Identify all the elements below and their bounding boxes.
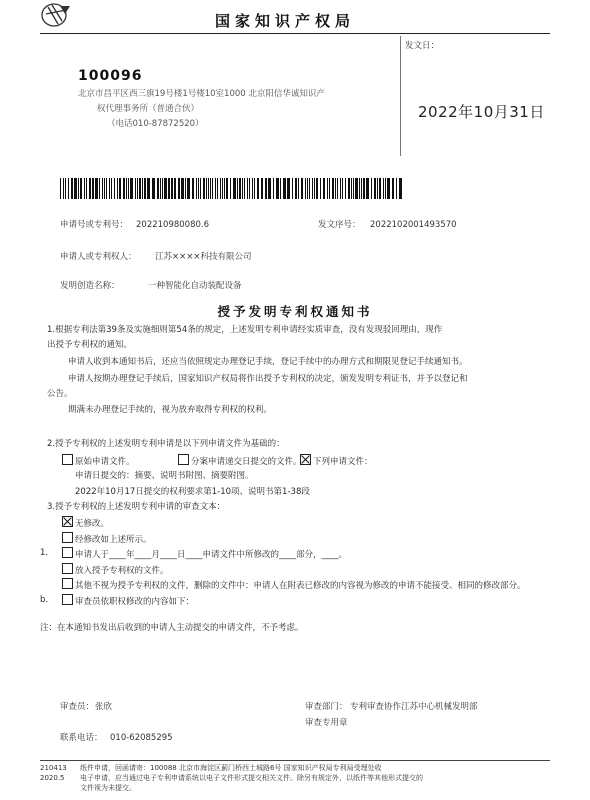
paragraph-1: 1.根据专利法第39条及实施细则第54条的规定，上述发明专利申请经实质审查，没有发现驳回理由，现作 xyxy=(47,325,443,335)
address-line-3: （电话010-87872520） xyxy=(107,119,204,129)
invention-label: 发明创造名称： xyxy=(60,281,120,291)
serial-number-label: 发文序号： xyxy=(318,220,361,230)
item-b-number: b. xyxy=(40,595,49,605)
checkbox-divisional[interactable] xyxy=(178,454,189,465)
paragraph-2: 申请人收到本通知书后，还应当依照规定办理登记手续，登记手续中的办理方式和期限见登记手续通知书。 xyxy=(68,357,468,367)
doc-line-1: 申请日提交的：摘要、说明书附图、摘要附图。 xyxy=(75,471,254,481)
phone-label: 联系电话： xyxy=(60,733,103,743)
paragraph-3-cont: 公告。 xyxy=(47,389,73,399)
seal-label: 审查专用章 xyxy=(305,718,348,728)
section-3-heading: 3.授予专利权的上述发明专利申请的审查文本： xyxy=(47,502,226,512)
dept-name: 专利审查协作江苏中心机械发明部 xyxy=(350,702,478,712)
option-other-files-label: 其他不视为授予专利权的文件，删除的文件中：申请人在附表已修改的内容视为修改的申请不能接受、相同的修改部分。 xyxy=(75,581,526,591)
option-no-change[interactable] xyxy=(62,516,109,530)
item-1-number: 1. xyxy=(40,548,49,558)
header-divider xyxy=(40,33,550,34)
applicant-name: 江苏××××科技有限公司 xyxy=(155,252,252,262)
checkbox-grant-files[interactable] xyxy=(62,563,73,574)
date-divider xyxy=(400,36,401,156)
phone-number: 010-62085295 xyxy=(110,733,173,743)
footer-line-2: 电子申请，应当通过电子专利申请系统以电子文件形式提交相关文件。除另有规定外，以纸件等其他形式提交的 xyxy=(80,774,423,782)
form-code-1: 210413 xyxy=(40,764,67,772)
option-divisional-files[interactable] xyxy=(178,454,302,468)
postal-code: 100096 xyxy=(78,68,143,84)
serial-number: 2022102001493570 xyxy=(370,220,457,230)
option-original-label: 原始申请文件。 xyxy=(75,457,135,467)
section-2-heading: 2.授予专利权的上述发明专利申请是以下列申请文件为基础的： xyxy=(47,439,285,449)
checkbox-original[interactable] xyxy=(62,454,73,465)
option-following-files[interactable] xyxy=(300,454,373,468)
footer-divider xyxy=(40,760,550,761)
item-b-text xyxy=(62,594,194,608)
paragraph-3: 申请人按期办理登记手续后，国家知识产权局将作出授予专利权的决定，颁发发明专利证书，并予以登记和 xyxy=(68,374,468,384)
address-line-1: 北京市昌平区西三旗19号楼1号楼10室1000 北京阳信华诚知识产 xyxy=(78,89,325,99)
office-title: 国家知识产权局 xyxy=(215,12,356,30)
footer-line-3: 文件视为未提交。 xyxy=(80,784,136,792)
checkbox-item-b[interactable] xyxy=(62,594,73,605)
option-no-change-label: 无修改。 xyxy=(75,519,110,529)
address-line-2: 权代理事务所（普通合伙） xyxy=(97,104,200,114)
issue-date: 2022年10月31日 xyxy=(418,103,545,121)
item-1-text xyxy=(62,547,347,561)
option-following-label: 下列申请文件： xyxy=(313,457,373,467)
issue-date-label: 发文日： xyxy=(405,41,440,51)
checkbox-modified[interactable] xyxy=(62,532,73,543)
application-number-label: 申请号或专利号： xyxy=(60,220,129,230)
option-modified-label: 经修改如上述所示。 xyxy=(75,535,152,545)
paragraph-1-cont: 出授予专利权的通知。 xyxy=(47,340,133,350)
doc-line-2: 2022年10月17日提交的权利要求第1-10项、说明书第1-38段 xyxy=(75,487,310,497)
item-1-fill-text: 申请人于____年____月____日____申请文件中所修改的____部分，____。 xyxy=(75,550,348,560)
option-modified[interactable] xyxy=(62,532,152,546)
barcode xyxy=(60,178,405,199)
examiner-name: 张欣 xyxy=(95,702,113,712)
item-b-label: 审查员依职权修改的内容如下： xyxy=(75,597,195,607)
option-original-files[interactable] xyxy=(62,454,135,468)
checkbox-other-files[interactable] xyxy=(62,578,73,589)
form-code-2: 2020.5 xyxy=(40,774,65,782)
paragraph-4: 期满未办理登记手续的，视为放弃取得专利权的权利。 xyxy=(68,405,273,415)
cnipa-logo xyxy=(38,2,74,28)
option-grant-files-label: 放入授予专利权的文件。 xyxy=(75,566,169,576)
option-divisional-label: 分案申请递交日提交的文件。 xyxy=(191,457,302,467)
checkbox-following[interactable] xyxy=(300,454,311,465)
checkbox-item-1[interactable] xyxy=(62,547,73,558)
notice-title: 授予发明专利权通知书 xyxy=(217,304,373,319)
examiner-label: 审查员： xyxy=(60,702,95,712)
note-text: 注：在本通知书发出后收到的申请人主动提交的申请文件，不予考虑。 xyxy=(40,623,304,633)
applicant-label: 申请人或专利权人： xyxy=(60,252,137,262)
dept-label: 审查部门： xyxy=(305,702,348,712)
application-number: 202210980080.6 xyxy=(136,220,210,230)
footer-line-1: 纸件申请，回函请寄：100088 北京市海淀区蓟门桥西土城路6号 国家知识产权局专利局受理处收 xyxy=(80,764,382,772)
option-grant-files[interactable] xyxy=(62,563,169,577)
invention-title: 一种智能化自动装配设备 xyxy=(148,281,242,291)
checkbox-no-change[interactable] xyxy=(62,516,73,527)
option-other-files[interactable] xyxy=(62,578,526,592)
